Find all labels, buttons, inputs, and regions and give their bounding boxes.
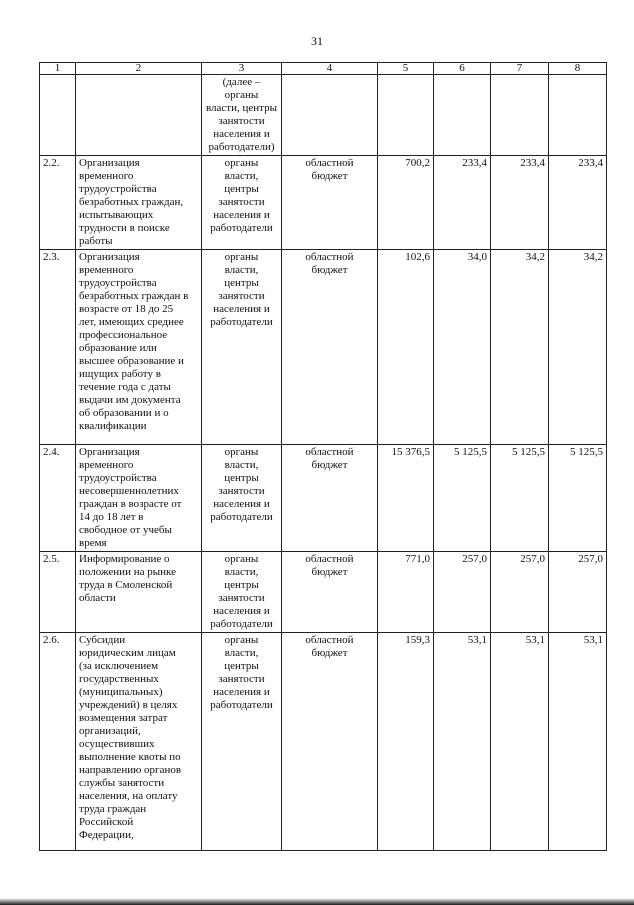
item-name: Субсидии юридическим лицам (за исключением государственных (муниципальных) учреждений) в целях возмещения затрат организаций, осуществивших выполнение квоты по направлению органов службы занятости населения, на оплату труда граждан Российской Федерации, — [76, 633, 202, 851]
item-source — [282, 75, 378, 156]
item-source: областной бюджет — [282, 445, 378, 552]
item-total — [378, 75, 434, 156]
scan-shadow-edge — [0, 898, 634, 905]
item-source: областной бюджет — [282, 552, 378, 633]
page-number: 31 — [311, 34, 323, 48]
item-executor: органы власти, центры занятости населения и работодатели — [202, 633, 282, 851]
item-name: Организация временного трудоустройства безработных граждан в возрасте от 18 до 25 лет, имеющих среднее профессиональное образование или высшее образование и ищущих работу в течение года с даты выдачи им документа об образовании и о квалификации — [76, 250, 202, 445]
table-row — [40, 156, 607, 250]
item-name: Организация временного трудоустройства безработных граждан, испытывающих трудности в поиске работы — [76, 156, 202, 250]
item-year-2: 34,2 — [491, 250, 549, 445]
item-name: Информирование о положении на рынке труда в Смоленской области — [76, 552, 202, 633]
item-year-3 — [549, 75, 607, 156]
item-executor: органы власти, центры занятости населения и работодатели — [202, 445, 282, 552]
item-year-2: 5 125,5 — [491, 445, 549, 552]
item-year-2: 233,4 — [491, 156, 549, 250]
item-number: 2.3. — [40, 250, 76, 445]
column-header: 4 — [282, 63, 378, 75]
item-total: 159,3 — [378, 633, 434, 851]
item-year-1: 53,1 — [434, 633, 491, 851]
column-header: 5 — [378, 63, 434, 75]
item-number: 2.4. — [40, 445, 76, 552]
header-row — [40, 63, 607, 75]
item-year-3: 257,0 — [549, 552, 607, 633]
table-row — [40, 75, 607, 156]
item-source: областной бюджет — [282, 633, 378, 851]
table-row — [40, 445, 607, 552]
program-table — [39, 62, 607, 851]
column-header: 1 — [40, 63, 76, 75]
column-header: 8 — [549, 63, 607, 75]
item-year-1: 5 125,5 — [434, 445, 491, 552]
item-year-1: 233,4 — [434, 156, 491, 250]
item-source: областной бюджет — [282, 250, 378, 445]
item-year-1 — [434, 75, 491, 156]
item-executor: органы власти, центры занятости населения и работодатели — [202, 552, 282, 633]
item-total: 102,6 — [378, 250, 434, 445]
item-year-3: 5 125,5 — [549, 445, 607, 552]
item-executor: (далее – органы власти, центры занятости населения и работодатели) — [202, 75, 282, 156]
item-number — [40, 75, 76, 156]
item-total: 700,2 — [378, 156, 434, 250]
item-number: 2.5. — [40, 552, 76, 633]
item-source: областной бюджет — [282, 156, 378, 250]
item-total: 15 376,5 — [378, 445, 434, 552]
item-year-1: 34,0 — [434, 250, 491, 445]
column-header: 2 — [76, 63, 202, 75]
table-row — [40, 250, 607, 445]
column-header: 6 — [434, 63, 491, 75]
item-executor: органы власти, центры занятости населения и работодатели — [202, 156, 282, 250]
item-year-3: 233,4 — [549, 156, 607, 250]
item-name — [76, 75, 202, 156]
item-year-1: 257,0 — [434, 552, 491, 633]
column-header: 7 — [491, 63, 549, 75]
item-year-3: 53,1 — [549, 633, 607, 851]
column-header: 3 — [202, 63, 282, 75]
item-name: Организация временного трудоустройства несовершеннолетних граждан в возрасте от 14 до 18 лет в свободное от учебы время — [76, 445, 202, 552]
table-row — [40, 633, 607, 851]
item-number: 2.2. — [40, 156, 76, 250]
item-year-2: 53,1 — [491, 633, 549, 851]
item-year-2 — [491, 75, 549, 156]
item-total: 771,0 — [378, 552, 434, 633]
item-number: 2.6. — [40, 633, 76, 851]
item-year-2: 257,0 — [491, 552, 549, 633]
item-year-3: 34,2 — [549, 250, 607, 445]
table-row — [40, 552, 607, 633]
item-executor: органы власти, центры занятости населения и работодатели — [202, 250, 282, 445]
